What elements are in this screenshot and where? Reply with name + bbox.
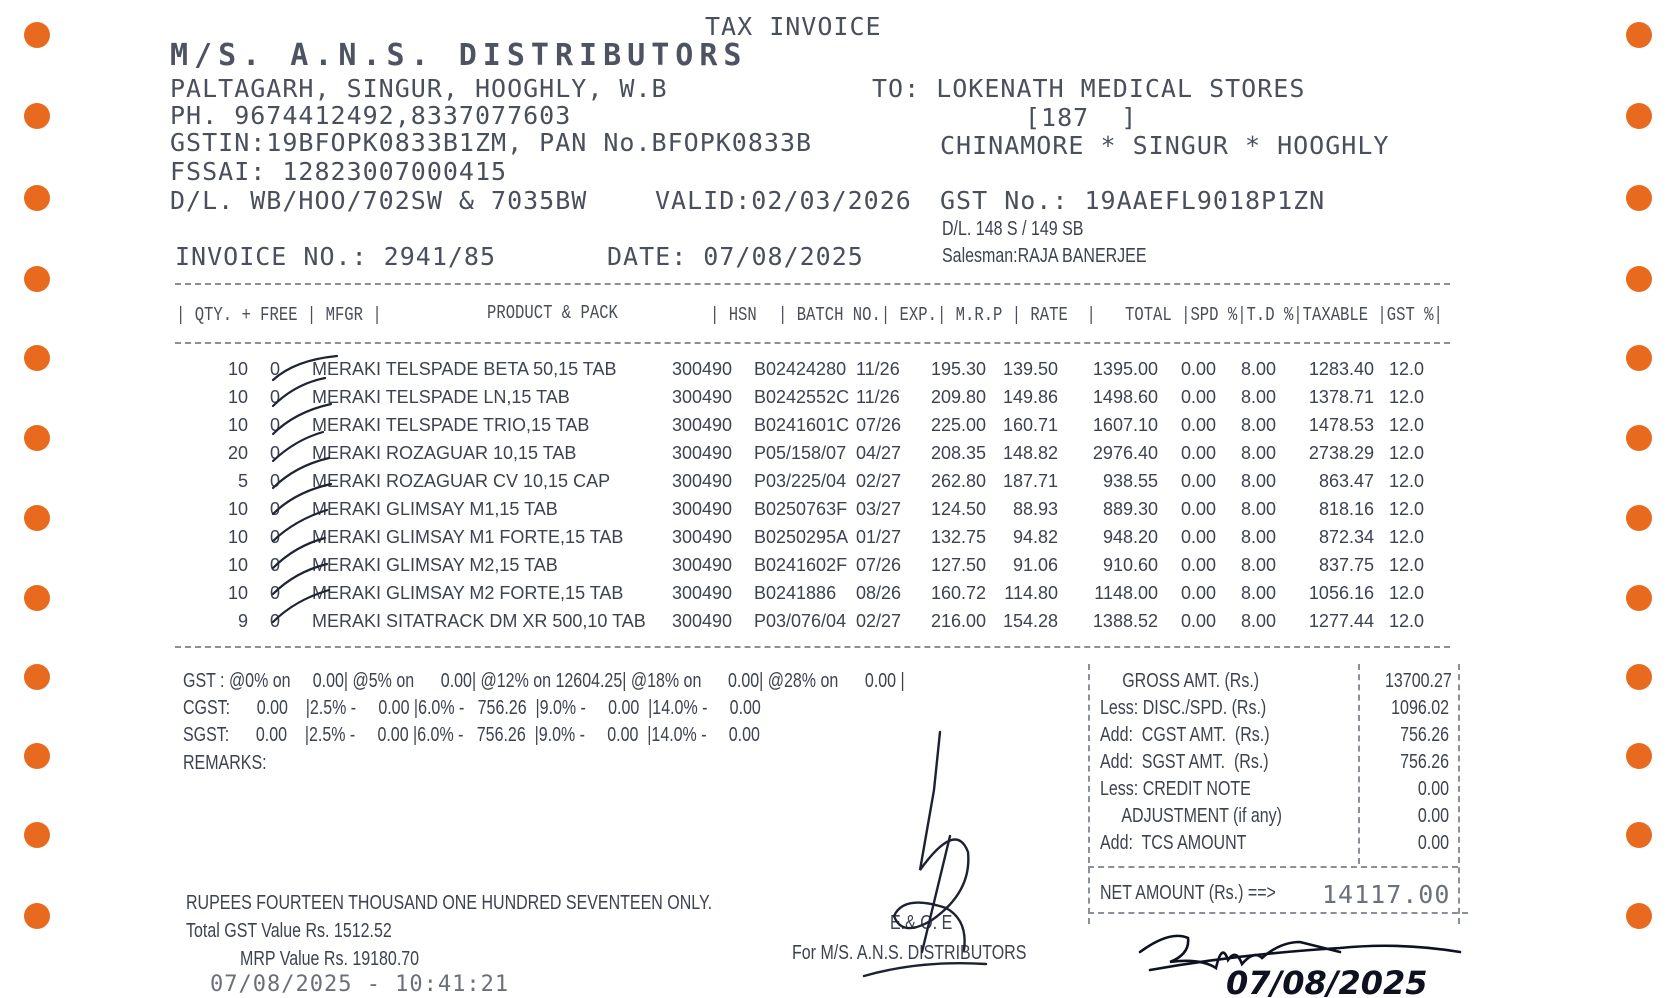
header-product: PRODUCT & PACK [487,302,618,324]
cell-td: 8.00 [1240,358,1276,379]
feed-hole [24,822,50,848]
total-gst-value: Total GST Value Rs. 1512.52 [186,920,392,942]
feed-hole [1626,22,1652,48]
cell-free: 0 [269,498,280,519]
seller-fssai: FSSAI: 12823007000415 [170,157,508,186]
cell-spd: 0.00 [1180,414,1216,435]
cell-taxable: 837.75 [1318,554,1374,575]
cell-hsn: 300490 [672,582,733,603]
feed-hole [24,185,50,211]
cell-qty: 20 [227,442,248,463]
header-total-tax: TOTAL |SPD %|T.D %|TAXABLE |GST %| [1125,304,1443,326]
buyer-signature [1130,912,1470,998]
items-table [200,355,1424,635]
cell-td: 8.00 [1240,498,1276,519]
feed-hole [1626,425,1652,451]
cell-qty: 10 [227,498,248,519]
document-title: TAX INVOICE [705,12,882,41]
gst-slab-line: GST : @0% on 0.00| @5% on 0.00| @12% on 12604.25| @18% on 0.00| @28% on 0.00 | [183,670,905,692]
cell-mrp: 132.75 [930,526,986,547]
feed-hole [1626,505,1652,531]
invoice-date: DATE: 07/08/2025 [607,242,864,271]
cell-mrp: 195.30 [930,358,986,379]
feed-hole [1626,664,1652,690]
salesman: Salesman:RAJA BANERJEE [942,245,1147,267]
cell-gst: 12.0 [1388,554,1424,575]
cell-total: 948.20 [1102,526,1158,547]
cell-taxable: 818.16 [1318,498,1374,519]
total-label: ADJUSTMENT (if any) [1100,805,1282,827]
print-timestamp: 07/08/2025 - 10:41:21 [210,972,510,997]
cell-gst: 12.0 [1388,470,1424,491]
seller-gstin-pan: GSTIN:19BFOPK0833B1ZM, PAN No.BFOPK0833B [170,128,813,157]
table-top-rule [175,283,1450,285]
cell-exp: 04/27 [856,442,902,463]
cell-total: 938.55 [1102,470,1158,491]
cell-total: 910.60 [1102,554,1158,575]
total-value: 756.26 [1400,724,1449,746]
cell-rate: 149.86 [1002,386,1058,407]
cell-rate: 94.82 [1012,526,1058,547]
cell-hsn: 300490 [672,610,733,631]
cell-batch: B0241886 [754,582,837,603]
cell-rate: 114.80 [1004,582,1058,603]
cell-product: MERAKI TELSPADE LN,15 TAB [312,386,570,407]
cell-hsn: 300490 [672,414,733,435]
feed-hole [24,664,50,690]
cell-taxable: 863.47 [1318,470,1374,491]
feed-hole [1626,185,1652,211]
license-validity: VALID:02/03/2026 [655,186,912,215]
total-value: 0.00 [1417,778,1449,800]
cell-td: 8.00 [1240,526,1276,547]
amount-in-words: RUPEES FOURTEEN THOUSAND ONE HUNDRED SEVENTEEN ONLY. [186,892,713,914]
table-row [200,383,1424,411]
cell-spd: 0.00 [1180,610,1216,631]
cgst-line: CGST: 0.00 |2.5% - 0.00 |6.0% - 756.26 |9.0% - 0.00 |14.0% - 0.00 [183,697,761,719]
cell-mrp: 216.00 [930,610,986,631]
cell-qty: 5 [237,470,248,491]
cell-exp: 11/26 [856,358,900,379]
cell-spd: 0.00 [1180,386,1216,407]
total-label: Add: SGST AMT. (Rs.) [1100,751,1269,773]
total-value: 0.00 [1417,832,1449,854]
cell-exp: 03/27 [856,498,902,519]
seller-dl: D/L. WB/HOO/702SW & 7035BW [170,186,588,215]
cell-td: 8.00 [1240,470,1276,491]
cell-product: MERAKI GLIMSAY M2 FORTE,15 TAB [312,582,624,603]
header-qty-free-mfgr: | QTY. + FREE | MFGR | [176,304,382,326]
total-value: 13700.27 [1385,670,1452,692]
seller-phone: PH. 9674412492,8337077603 [170,101,572,130]
cell-exp: 11/26 [856,386,900,407]
feed-hole [1626,345,1652,371]
cell-product: MERAKI SITATRACK DM XR 500,10 TAB [312,610,646,631]
table-bottom-rule [175,646,1450,648]
for-firm: For M/S. A.N.S. DISTRIBUTORS [792,942,1027,964]
feed-hole [24,743,50,769]
cell-spd: 0.00 [1180,554,1216,575]
total-label: Add: TCS AMOUNT [1100,832,1247,854]
feed-hole [24,585,50,611]
cell-hsn: 300490 [672,358,733,379]
cell-rate: 148.82 [1002,442,1058,463]
feed-hole [24,103,50,129]
cell-free: 0 [269,386,280,407]
feed-hole [1626,903,1652,929]
cell-free: 0 [269,554,280,575]
table-row [200,551,1424,579]
cell-free: 0 [269,442,280,463]
cell-qty: 10 [227,386,248,407]
total-value: 0.00 [1417,805,1449,827]
feed-hole [1626,266,1652,292]
cell-hsn: 300490 [672,470,733,491]
cell-rate: 139.50 [1002,358,1058,379]
table-row [200,579,1424,607]
mrp-value: MRP Value Rs. 19180.70 [240,948,420,970]
table-row [200,439,1424,467]
cell-hsn: 300490 [672,386,733,407]
header-hsn: | HSN [710,304,757,326]
totals-left-rule [1088,664,1090,924]
totals-right-rule [1458,664,1460,924]
invoice-number: INVOICE NO.: 2941/85 [175,242,497,271]
totals-mid-rule [1358,664,1360,864]
totals-rule [1088,866,1458,868]
cell-taxable: 1478.53 [1308,414,1374,435]
buyer-place: CHINAMORE * SINGUR * HOOGHLY [940,131,1390,160]
total-label: Less: DISC./SPD. (Rs.) [1100,697,1267,719]
cell-hsn: 300490 [672,554,733,575]
feed-hole [1626,585,1652,611]
buyer-gst: GST No.: 19AAEFL9018P1ZN [940,186,1326,215]
feed-hole [24,425,50,451]
cell-free: 0 [269,414,280,435]
cell-rate: 154.28 [1002,610,1058,631]
cell-rate: 88.93 [1012,498,1058,519]
cell-exp: 07/26 [856,554,902,575]
cell-td: 8.00 [1240,610,1276,631]
tick-marks [265,348,355,638]
cell-total: 1607.10 [1092,414,1158,435]
seller-signature [860,720,990,980]
cell-batch: P05/158/07 [754,442,847,463]
cell-exp: 08/26 [856,582,902,603]
cell-qty: 10 [227,554,248,575]
net-amount-label: NET AMOUNT (Rs.) ==> [1100,882,1276,904]
net-amount-value: 14117.00 [1322,880,1451,909]
cell-batch: B0241602F [754,554,848,575]
cell-td: 8.00 [1240,554,1276,575]
cell-batch: B02424280 [754,358,847,379]
seller-name: M/S. A.N.S. DISTRIBUTORS [170,38,748,73]
cell-product: MERAKI GLIMSAY M1 FORTE,15 TAB [312,526,624,547]
cell-gst: 12.0 [1388,442,1424,463]
cell-batch: P03/225/04 [754,470,847,491]
cell-free: 0 [269,470,280,491]
cell-mrp: 209.80 [930,386,986,407]
cell-rate: 91.06 [1012,554,1058,575]
handwritten-date: 07/08/2025 [1226,964,1428,998]
cell-rate: 187.71 [1002,470,1058,491]
cell-batch: P03/076/04 [754,610,847,631]
table-row [200,411,1424,439]
feed-hole [24,345,50,371]
cell-mrp: 127.50 [930,554,986,575]
cell-free: 0 [269,610,280,631]
cell-gst: 12.0 [1388,414,1424,435]
cell-taxable: 1056.16 [1308,582,1374,603]
cell-product: MERAKI TELSPADE BETA 50,15 TAB [312,358,617,379]
cell-mrp: 124.50 [930,498,986,519]
cell-qty: 10 [227,526,248,547]
cell-taxable: 2738.29 [1308,442,1374,463]
cell-mrp: 160.72 [930,582,986,603]
cell-mrp: 262.80 [930,470,986,491]
header-bottom-rule [175,342,1450,344]
buyer-name: TO: LOKENATH MEDICAL STORES [872,74,1306,103]
feed-hole [24,22,50,48]
cell-spd: 0.00 [1180,582,1216,603]
cell-product: MERAKI GLIMSAY M1,15 TAB [312,498,558,519]
table-row [200,355,1424,383]
cell-hsn: 300490 [672,442,733,463]
feed-hole [24,505,50,531]
total-label: Less: CREDIT NOTE [1100,778,1251,800]
cell-product: MERAKI TELSPADE TRIO,15 TAB [312,414,590,435]
table-row [200,495,1424,523]
cell-total: 1498.60 [1092,386,1158,407]
cell-taxable: 1378.71 [1308,386,1374,407]
cell-exp: 02/27 [856,470,902,491]
cell-spd: 0.00 [1180,470,1216,491]
table-row [200,607,1424,635]
cell-gst: 12.0 [1388,526,1424,547]
cell-td: 8.00 [1240,386,1276,407]
cell-exp: 02/27 [856,610,902,631]
feed-hole [24,903,50,929]
cell-gst: 12.0 [1388,610,1424,631]
cell-total: 1388.52 [1092,610,1158,631]
cell-qty: 10 [227,414,248,435]
cell-td: 8.00 [1240,442,1276,463]
cell-qty: 10 [227,358,248,379]
cell-total: 1395.00 [1092,358,1158,379]
cell-gst: 12.0 [1388,386,1424,407]
feed-hole [1626,822,1652,848]
cell-gst: 12.0 [1388,582,1424,603]
table-row [200,467,1424,495]
feed-hole [24,266,50,292]
sgst-line: SGST: 0.00 |2.5% - 0.00 |6.0% - 756.26 |9.0% - 0.00 |14.0% - 0.00 [183,724,760,746]
cell-product: MERAKI ROZAGUAR 10,15 TAB [312,442,577,463]
cell-total: 2976.40 [1092,442,1158,463]
cell-batch: B0250295A [754,526,849,547]
cell-taxable: 872.34 [1318,526,1374,547]
total-label: GROSS AMT. (Rs.) [1100,670,1260,692]
cell-mrp: 208.35 [930,442,986,463]
cell-spd: 0.00 [1180,498,1216,519]
buyer-code: [187 ] [1025,103,1138,132]
cell-taxable: 1277.44 [1308,610,1374,631]
remarks-label: REMARKS: [183,752,267,774]
cell-rate: 160.71 [1002,414,1058,435]
cell-spd: 0.00 [1180,442,1216,463]
cell-batch: B0250763F [754,498,848,519]
cell-gst: 12.0 [1388,498,1424,519]
cell-hsn: 300490 [672,498,733,519]
cell-free: 0 [269,358,280,379]
cell-qty: 9 [237,610,248,631]
cell-spd: 0.00 [1180,358,1216,379]
cell-batch: B0241601C [754,414,850,435]
total-value: 1096.02 [1391,697,1449,719]
total-label: Add: CGST AMT. (Rs.) [1100,724,1270,746]
cell-spd: 0.00 [1180,526,1216,547]
cell-product: MERAKI GLIMSAY M2,15 TAB [312,554,558,575]
cell-product: MERAKI ROZAGUAR CV 10,15 CAP [312,470,611,491]
buyer-dl: D/L. 148 S / 149 SB [942,218,1084,240]
seller-address: PALTAGARH, SINGUR, HOOGHLY, W.B [170,74,668,103]
cell-total: 1148.00 [1094,582,1158,603]
header-batch-exp-mrp-rate: | BATCH NO.| EXP.| M.R.P | RATE | [778,304,1096,326]
feed-hole [1626,743,1652,769]
cell-td: 8.00 [1240,582,1276,603]
cell-free: 0 [269,582,280,603]
cell-qty: 10 [227,582,248,603]
cell-exp: 01/27 [856,526,902,547]
cell-exp: 07/26 [856,414,902,435]
errors-omissions: E.& O. E [890,912,953,934]
total-value: 756.26 [1400,751,1449,773]
cell-free: 0 [269,526,280,547]
cell-td: 8.00 [1240,414,1276,435]
cell-total: 889.30 [1102,498,1158,519]
cell-gst: 12.0 [1388,358,1424,379]
cell-mrp: 225.00 [930,414,986,435]
feed-hole [1626,103,1652,129]
cell-batch: B0242552C [754,386,850,407]
table-row [200,523,1424,551]
cell-taxable: 1283.40 [1308,358,1374,379]
cell-hsn: 300490 [672,526,733,547]
